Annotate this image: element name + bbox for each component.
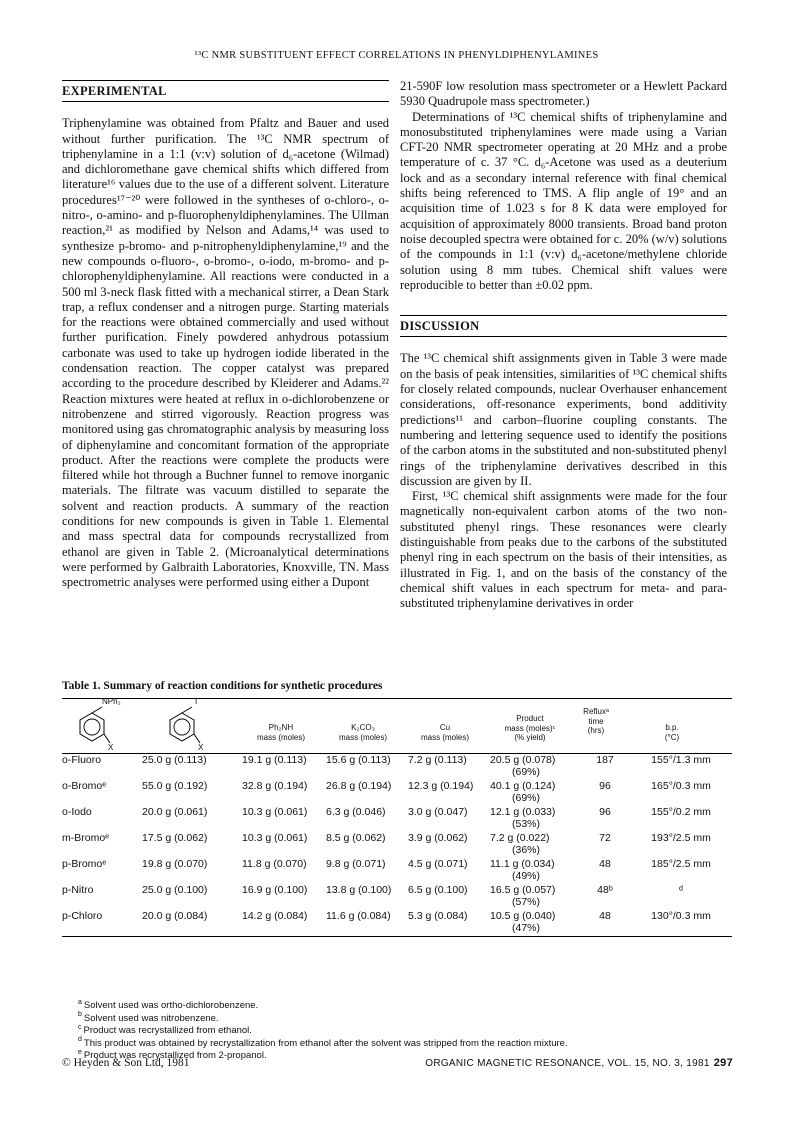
cell-ph2nh: 19.1 g (0.113): [242, 754, 307, 766]
cell-name: p-Bromoᵉ: [62, 858, 107, 870]
table-row: [62, 780, 732, 806]
experimental-paragraph: Triphenylamine was obtained from Pfaltz and Bauer and used without further purification. The ¹³C NMR spectrum of triphenylamine in a 1:1 (v:v) solution of d₆-acetone (Wilmad) and dichloromethane gave chemical shifts which differed from literature¹⁶ values due to the use of a different solvent. Literature procedures¹⁷⁻²⁰ were followed in the syntheses of o-chloro-, o-nitro-, o-amino- and p-fluorophenyldiphenylamines. The Ullman reaction,²¹ as modified by Nelson and Adams,¹⁴ was used to synthesize p-bromo- and p-nitrophenyldiphenylamine,¹⁹ and the new compounds o-fluoro-, o-bromo-, o-iodo, m-bromo- and p-chlorophenyldiphenylamine. All reactions were conducted in a 500 ml 3-neck flask fitted with a mechanical stirrer, a Dean Stark trap, a reflux condenser and a nitrogen purge. Starting materials for the reactions were obtained commercially and used without further purification. Finely powdered anhydrous potassium carbonate was used to take up hydrogen iodide liberated in the condensation reaction. The copper catalyst was prepared according to the procedure described by Kleiderer and Adams.²² Reaction mixtures were heated at reflux in o-dichlorobenzene or nitrobenzene and stirred vigorously. Reaction progress was monitored using gas chromatographic analysis by measuring loss of diphenylamine and concomitant formation of the appropriate product. After the reactions were complete the products were filtered while hot through a Buchner funnel to remove inorganic materials. The filtrate was vacuum distilled to separate the solvent and reaction products. A summary of the reaction conditions for new compounds is given in Table 1. Elemental and mass spectral data for compounds recrystallized from ethanol are given in Table 2. (Microanalytical determinations were performed by Galbraith Laboratories, Knoxville, TN. Mass spectrometric analyses were performed using either a Dupont: [62, 116, 389, 590]
cell-k2co3: 8.5 g (0.062): [326, 832, 386, 844]
col-k2co3: K₂CO₃: [351, 723, 375, 732]
col-ph2nh: Ph₂NH: [268, 723, 294, 732]
discussion-paragraph-1: The ¹³C chemical shift assignments given in Table 3 were made on the basis of peak intensities, similarities of ¹³C chemical shifts for closely related compounds, nuclear Overhauser enhancement considerations, off-resonance experiments, bond additivity predictions¹¹ and carbon–fluorine coupling constants. The numbering and lettering sequence used to identify the positions of the carbon atoms in the substituted and non-substituted phenyl rings of the triphenylamine derivatives described in this discussion are given by II.: [400, 351, 727, 488]
footnote: $^b$ Solvent used was nitrobenzene.: [78, 1011, 219, 1024]
struct-x-label: X: [108, 743, 114, 752]
struct-nph2-label: NPh₂: [102, 697, 121, 706]
cell-yield: (57%): [512, 896, 541, 908]
col-product-yield: (% yield): [514, 733, 546, 742]
footnote: $^c$ Product was recrystallized from ethanol.: [78, 1023, 252, 1036]
cell-k2co3: 9.8 g (0.071): [326, 858, 386, 870]
cell-reflux: 96: [599, 780, 611, 792]
table-caption: Table 1. Summary of reaction conditions for synthetic procedures: [62, 680, 383, 692]
cell-product: 16.5 g (0.057) (57%): [490, 884, 556, 908]
col-cu: Cu: [439, 723, 451, 732]
right-column: [400, 79, 727, 612]
struct-iodo-icon: [162, 703, 218, 753]
cell-cu: 12.3 g (0.194): [408, 780, 474, 792]
footnote: $^d$ This product was obtained by recrystallization from ethanol after the solvent was stripped from the reaction mixture.: [78, 1036, 568, 1049]
struct-x-label-2: X: [198, 743, 204, 752]
discussion-heading: DISCUSSION: [400, 315, 727, 337]
cell-bp: 165°/0.3 mm: [651, 780, 711, 792]
cell-cu: 7.2 g (0.113): [408, 754, 467, 766]
table-body: [62, 754, 732, 936]
table-header: [62, 699, 732, 753]
cell-ph2nh: 10.3 g (0.061): [242, 832, 308, 844]
col-k2co3-mass: mass (moles): [338, 732, 387, 742]
cell-product: 12.1 g (0.033) (53%): [490, 806, 556, 830]
footnote: $^e$ Product was recrystallized from 2-propanol.: [78, 1048, 267, 1061]
col-reflux: Refluxᵃ: [583, 707, 609, 716]
col-ph2nh-mass: mass (moles): [256, 732, 305, 742]
cell-ph2nh: 11.8 g (0.070): [242, 858, 307, 870]
cell-product: 10.5 g (0.040) (47%): [490, 910, 556, 934]
cell-cu: 5.3 g (0.084): [408, 910, 468, 922]
cell-bp: 155°/1.3 mm: [651, 754, 711, 766]
cell-reflux: 72: [599, 832, 611, 844]
cell-k2co3: 11.6 g (0.084): [326, 910, 391, 922]
cell-cu: 3.0 g (0.047): [408, 806, 468, 818]
table-row: [62, 832, 732, 858]
footnote: $^a$ Solvent used was ortho-dichlorobenzene.: [78, 998, 259, 1011]
running-head: ¹³C NMR SUBSTITUENT EFFECT CORRELATIONS IN PHENYLDIPHENYLAMINES: [194, 50, 599, 61]
table-row: [62, 884, 732, 910]
cell-reflux: 48: [599, 858, 611, 870]
col-product: Product: [516, 714, 544, 723]
cell-product: 40.1 g (0.124) (69%): [490, 780, 556, 804]
struct-substrate-icon: [72, 703, 128, 753]
col-reflux-time: time: [588, 716, 604, 726]
cell-name: p-Nitro: [62, 884, 94, 896]
cell-yield: (36%): [512, 844, 541, 856]
cell-sub: 17.5 g (0.062): [142, 832, 208, 844]
col-product-mass: mass (moles)ᶜ: [504, 723, 556, 733]
cell-sub: 25.0 g (0.100): [142, 884, 208, 896]
continued-paragraph: 21-590F low resolution mass spectrometer or a Hewlett Packard 5930 Quadrupole mass spectrometer.): [400, 79, 727, 109]
cell-k2co3: 13.8 g (0.100): [326, 884, 392, 896]
left-column: [62, 80, 389, 591]
discussion-paragraph-2: First, ¹³C chemical shift assignments were made for the four magnetically non-equivalent carbon atoms of the two non-substituted phenyl rings. These resonances were clearly distinguishable from peaks due to the carbons of the substituted phenyl ring in each spectrum on the basis of their intensities, as illustrated in Fig. 1, and on the basis of the constancy of the chemical shift values in each spectrum for meta- and para-substituted triphenylamine derivatives in order: [400, 489, 727, 611]
cell-yield: (69%): [512, 792, 541, 804]
cell-sub: 25.0 g (0.113): [142, 754, 207, 766]
col-bp: b.p.: [665, 723, 679, 732]
cell-product: 11.1 g (0.034) (49%): [490, 858, 555, 882]
page-number: 297: [713, 1057, 733, 1069]
copyright: © Heyden & Son Ltd, 1981: [62, 1057, 190, 1069]
struct-i-label: I: [195, 697, 198, 706]
cell-bp: 185°/2.5 mm: [651, 858, 711, 870]
cell-name: o-Bromoᵉ: [62, 780, 107, 792]
cell-reflux: 48ᵇ: [597, 884, 613, 896]
cell-k2co3: 26.8 g (0.194): [326, 780, 392, 792]
cell-product: 7.2 g (0.022) (36%): [490, 832, 550, 856]
cell-bp: 193°/2.5 mm: [651, 832, 711, 844]
cell-reflux: 48: [599, 910, 611, 922]
cell-sub: 20.0 g (0.061): [142, 806, 208, 818]
cell-name: o-Iodo: [62, 806, 92, 818]
cell-reflux: 187: [596, 754, 614, 766]
cell-product: 20.5 g (0.078) (69%): [490, 754, 556, 778]
col-cu-mass: mass (moles): [420, 732, 469, 742]
cell-ph2nh: 16.9 g (0.100): [242, 884, 308, 896]
table-footnotes: [78, 1000, 568, 1063]
table-row: [62, 806, 732, 832]
cell-ph2nh: 14.2 g (0.084): [242, 910, 308, 922]
cell-reflux: 96: [599, 806, 611, 818]
cell-bp: 130°/0.3 mm: [651, 910, 711, 922]
table-row: [62, 910, 732, 936]
cell-cu: 3.9 g (0.062): [408, 832, 468, 844]
cell-cu: 4.5 g (0.071): [408, 858, 468, 870]
cell-bp: ᵈ: [679, 884, 683, 896]
table-row: [62, 754, 732, 780]
table-row: [62, 858, 732, 884]
cell-ph2nh: 32.8 g (0.194): [242, 780, 308, 792]
cell-cu: 6.5 g (0.100): [408, 884, 468, 896]
cell-k2co3: 15.6 g (0.113): [326, 754, 391, 766]
col-reflux-hrs: (hrs): [587, 726, 605, 735]
cell-yield: (49%): [512, 870, 541, 882]
cell-sub: 20.0 g (0.084): [142, 910, 208, 922]
col-bp-unit: (°C): [664, 732, 680, 742]
journal-name: ORGANIC MAGNETIC RESONANCE, VOL. 15, NO. 3, 1981: [425, 1058, 710, 1069]
cell-yield: (53%): [512, 818, 541, 830]
cell-name: m-Bromoᵉ: [62, 832, 110, 844]
cell-yield: (69%): [512, 766, 541, 778]
cell-sub: 19.8 g (0.070): [142, 858, 208, 870]
experimental-heading: EXPERIMENTAL: [62, 80, 389, 102]
cell-k2co3: 6.3 g (0.046): [326, 806, 386, 818]
determinations-paragraph: Determinations of ¹³C chemical shifts of triphenylamine and monosubstituted triphenylamines were made using a Varian CFT-20 NMR spectrometer operating at 20 MHz and a probe temperature of c. 37 °C. d₆-Acetone was used as a deuterium lock and as a secondary internal reference with final chemical shifts being referenced to TMS. A flip angle of 19° and an acquisition time of 1.023 s for 8 K data were employed for acquisition of approximately 8000 transients. Broad band proton noise decoupled spectra were obtained for c. 20% (w/v) solutions of the compounds in 1:1 (v:v) d₆-acetone/methylene chloride solution using 8 mm tubes. Chemical shift values were reproducible to better than ±0.02 ppm.: [400, 109, 727, 292]
cell-yield: (47%): [512, 922, 541, 934]
cell-name: p-Chloro: [62, 910, 103, 922]
cell-ph2nh: 10.3 g (0.061): [242, 806, 308, 818]
table-1: [62, 680, 732, 937]
journal-footer: [425, 1057, 733, 1069]
cell-name: o-Fluoro: [62, 754, 102, 766]
cell-bp: 155°/0.2 mm: [651, 806, 711, 818]
cell-sub: 55.0 g (0.192): [142, 780, 208, 792]
